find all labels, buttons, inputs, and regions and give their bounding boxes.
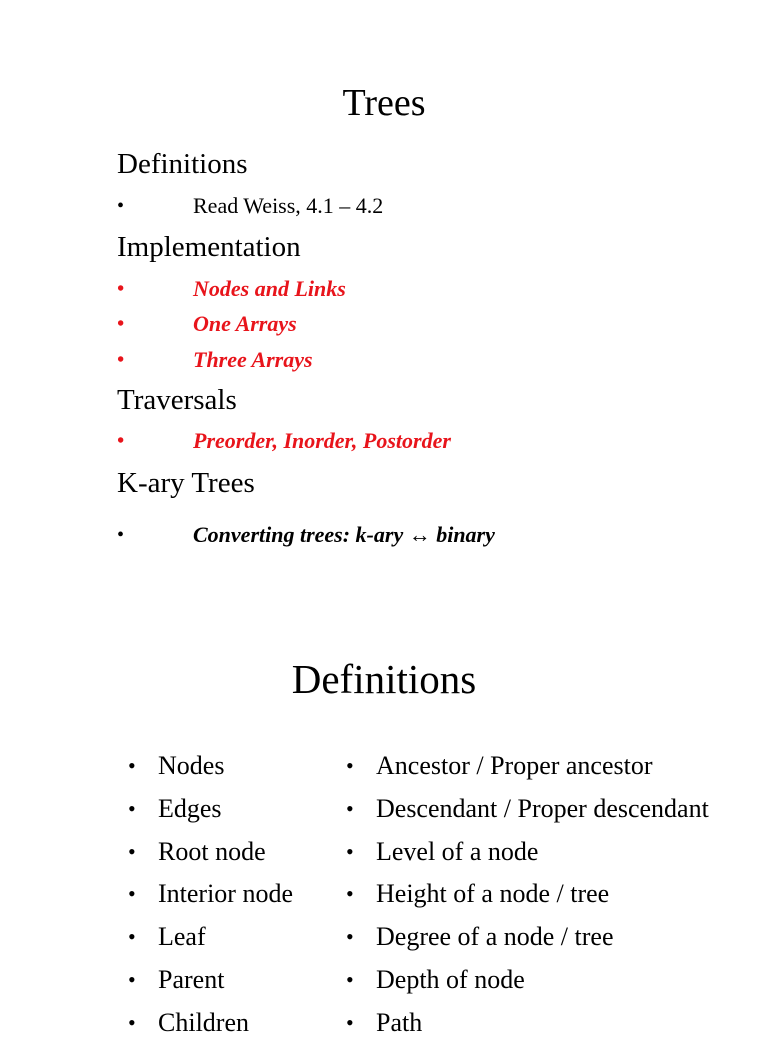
bullet-icon: •	[346, 924, 354, 949]
bullet-icon: •	[346, 753, 354, 778]
section-heading-implementation: Implementation	[117, 231, 301, 263]
bullet-icon: •	[346, 881, 354, 906]
list-item: Parent	[158, 965, 225, 994]
slide-title: Definitions	[291, 656, 477, 702]
bullet-icon: •	[128, 753, 136, 778]
bullet-icon: •	[128, 924, 136, 949]
bullet-icon: •	[117, 430, 125, 452]
list-item: Height of a node / tree	[376, 879, 610, 908]
bullet-icon: •	[128, 796, 136, 821]
list-item: Root node	[158, 837, 266, 866]
list-item: Interior node	[158, 879, 294, 908]
list-item: Converting trees: k-ary ↔ binary	[193, 522, 495, 547]
list-item: Path	[376, 1008, 423, 1037]
list-item: Preorder, Inorder, Postorder	[193, 428, 451, 453]
section-heading-definitions: Definitions	[117, 148, 248, 180]
list-item: Nodes and Links	[193, 276, 346, 301]
list-item: Edges	[158, 794, 222, 823]
bullet-icon: •	[117, 278, 125, 300]
bullet-icon: •	[346, 967, 354, 992]
list-item: Three Arrays	[193, 347, 313, 372]
list-item: Depth of node	[376, 965, 525, 994]
bullet-icon: •	[128, 839, 136, 864]
bullet-icon: •	[128, 1010, 136, 1035]
list-item: Degree of a node / tree	[376, 922, 614, 951]
bullet-icon: •	[117, 195, 125, 217]
bullet-icon: •	[346, 1010, 354, 1035]
list-item: Leaf	[158, 922, 206, 951]
list-item: Children	[158, 1008, 249, 1037]
bullet-icon: •	[346, 839, 354, 864]
bullet-icon: •	[346, 796, 354, 821]
bullet-icon: •	[128, 967, 136, 992]
list-item: One Arrays	[193, 311, 297, 336]
bullet-icon: •	[128, 881, 136, 906]
list-item: Read Weiss, 4.1 – 4.2	[193, 193, 384, 218]
list-item: Level of a node	[376, 837, 539, 866]
list-item: Descendant / Proper descendant	[376, 794, 709, 823]
section-heading-k-ary-trees: K-ary Trees	[117, 467, 255, 499]
bullet-icon: •	[117, 524, 125, 546]
list-item: Ancestor / Proper ancestor	[376, 751, 653, 780]
slide-title: Trees	[342, 82, 426, 124]
bullet-icon: •	[117, 313, 125, 335]
list-item: Nodes	[158, 751, 225, 780]
bullet-icon: •	[117, 349, 125, 371]
section-heading-traversals: Traversals	[117, 384, 237, 416]
